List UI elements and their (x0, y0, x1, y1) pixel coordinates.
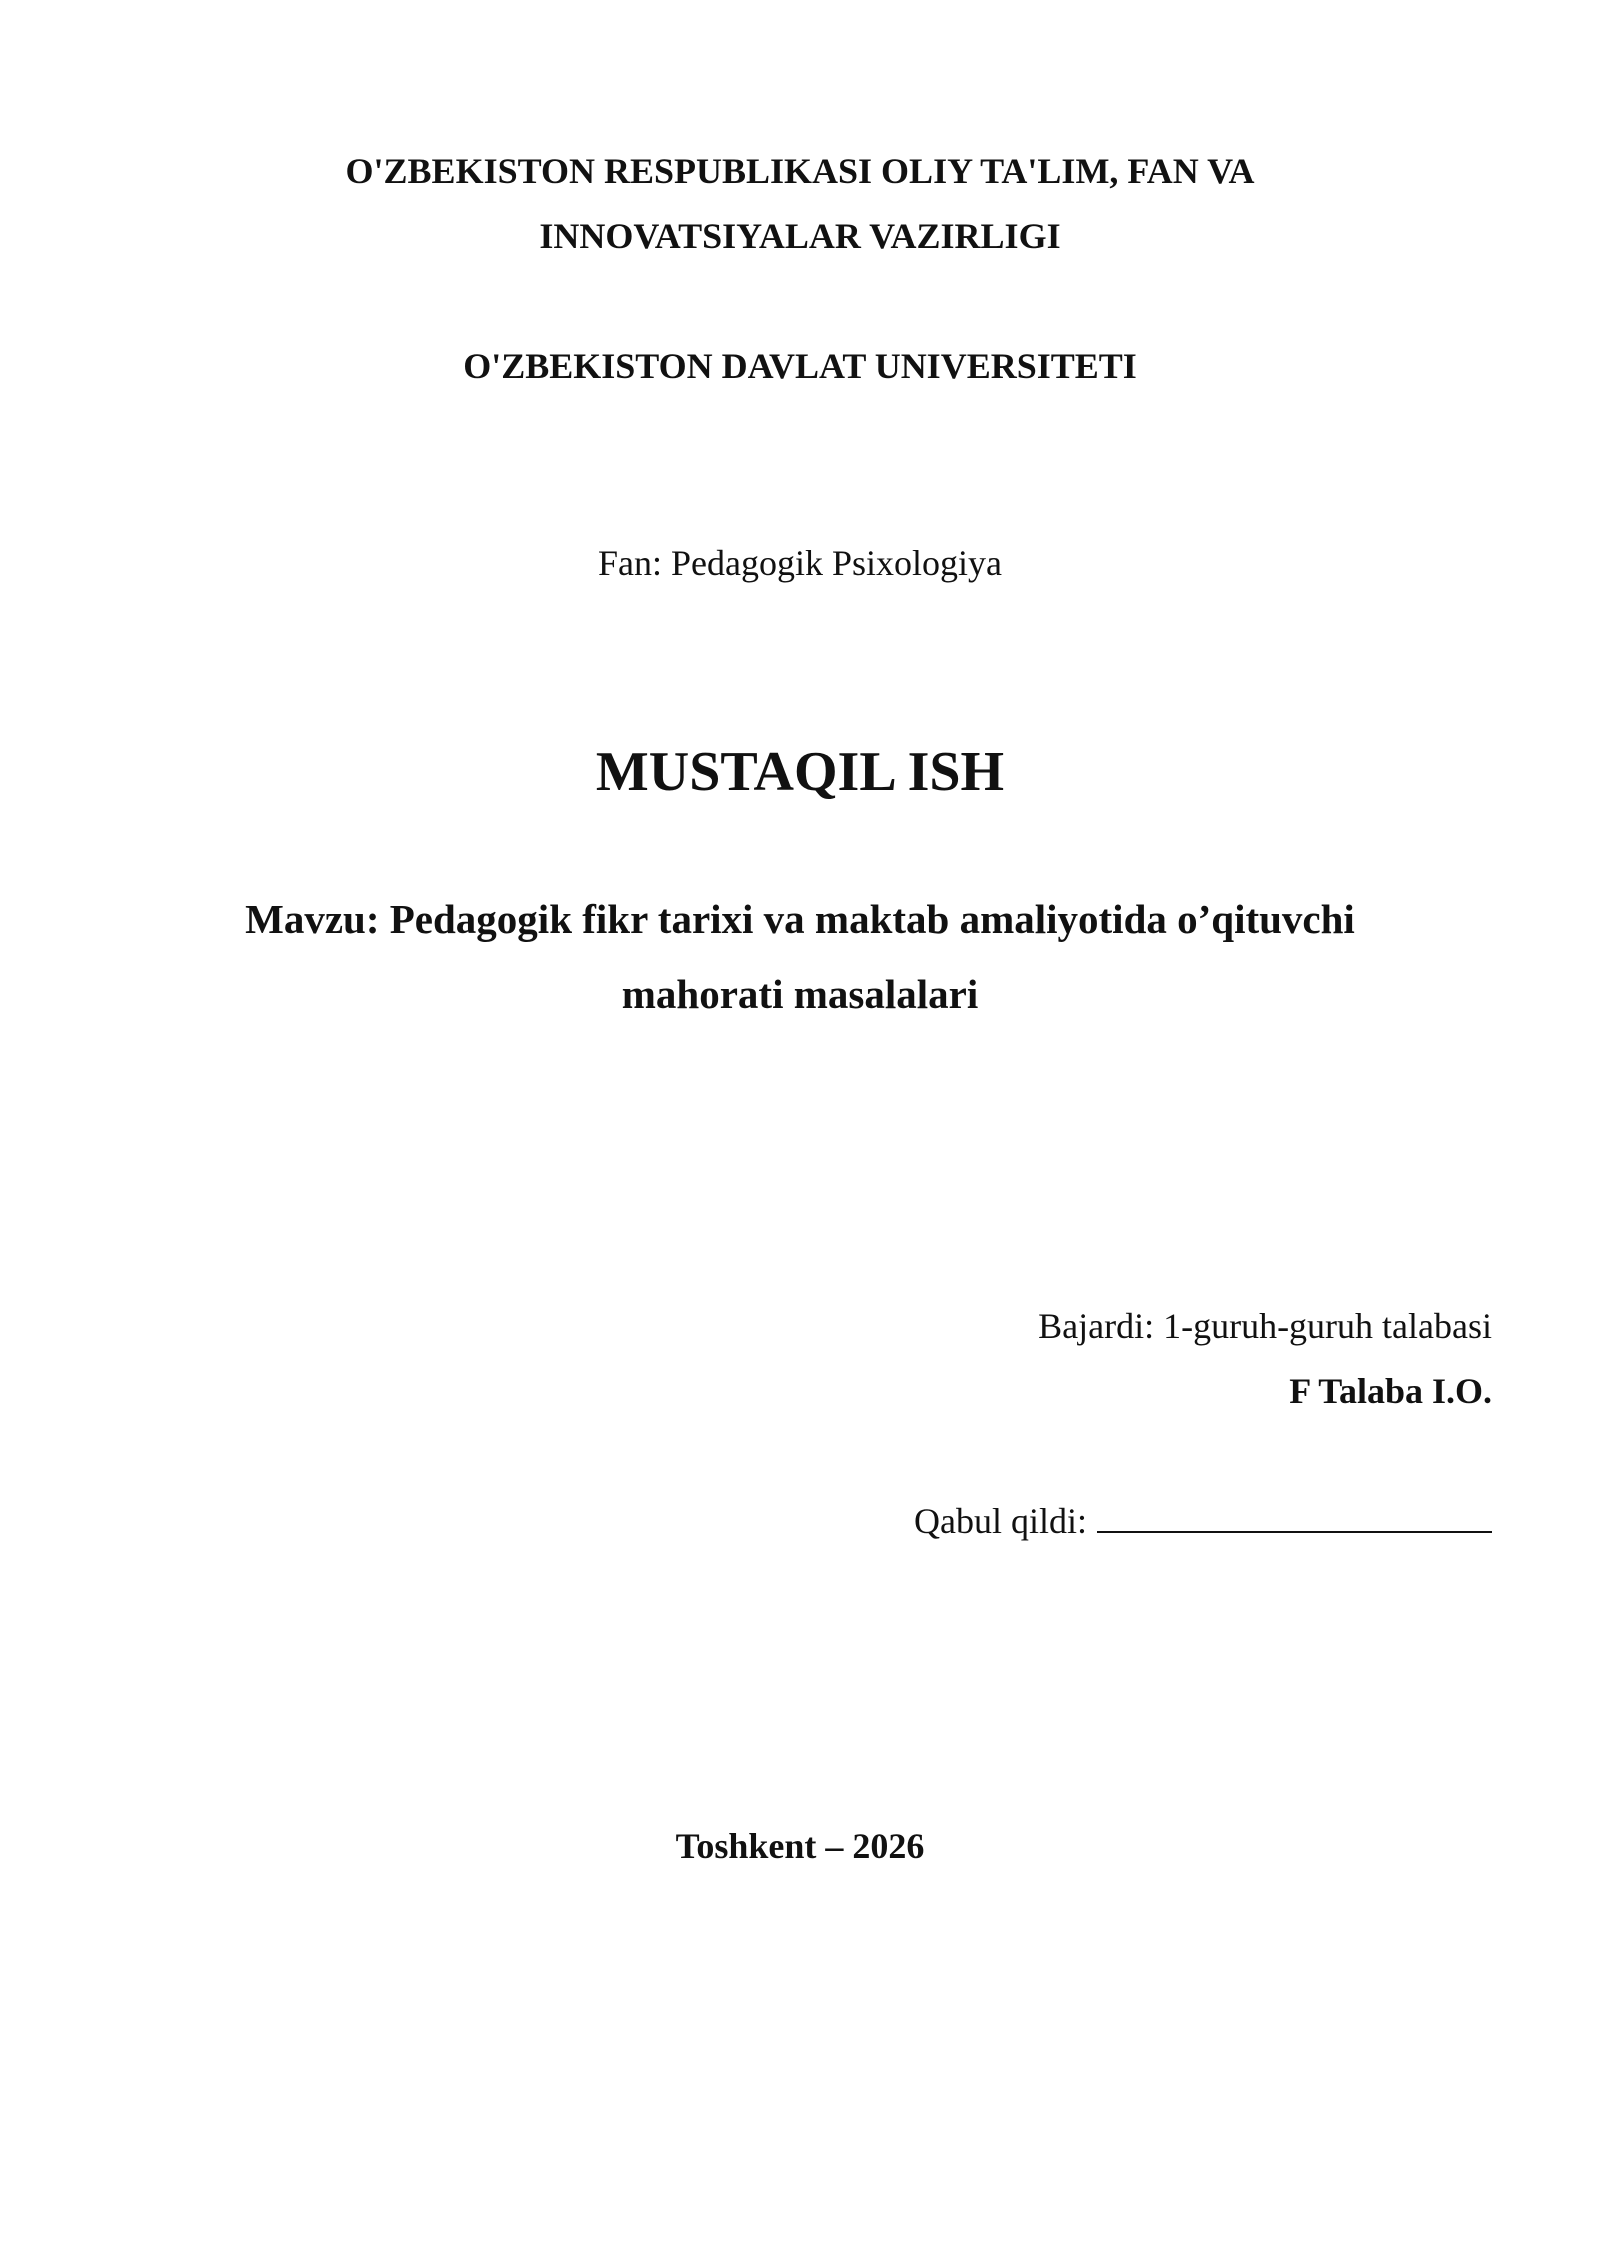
performed-by-line: Bajardi: 1-guruh-guruh talabasi (1038, 1306, 1492, 1346)
ministry-line-1: O'ZBEKISTON RESPUBLIKASI OLIY TA'LIM, FAN VA (345, 151, 1255, 191)
city-year: Toshkent – 2026 (675, 1826, 925, 1866)
accepted-by-line (914, 1500, 1492, 1542)
subject-line: Fan: Pedagogik Psixologiya (598, 543, 1002, 583)
ministry-line-2: INNOVATSIYALAR VAZIRLIGI (539, 216, 1061, 256)
topic-line-2: mahorati masalalari (621, 971, 979, 1017)
university-name: O'ZBEKISTON DAVLAT UNIVERSITETI (463, 346, 1137, 386)
document-title: MUSTAQIL ISH (595, 741, 1005, 803)
student-name: F Talaba I.O. (1289, 1371, 1492, 1411)
accepted-by-label: Qabul qildi: (914, 1501, 1087, 1541)
signature-blank-line (1097, 1530, 1492, 1533)
topic-line-1: Mavzu: Pedagogik fikr tarixi va maktab amaliyotida o’qituvchi (245, 896, 1355, 942)
